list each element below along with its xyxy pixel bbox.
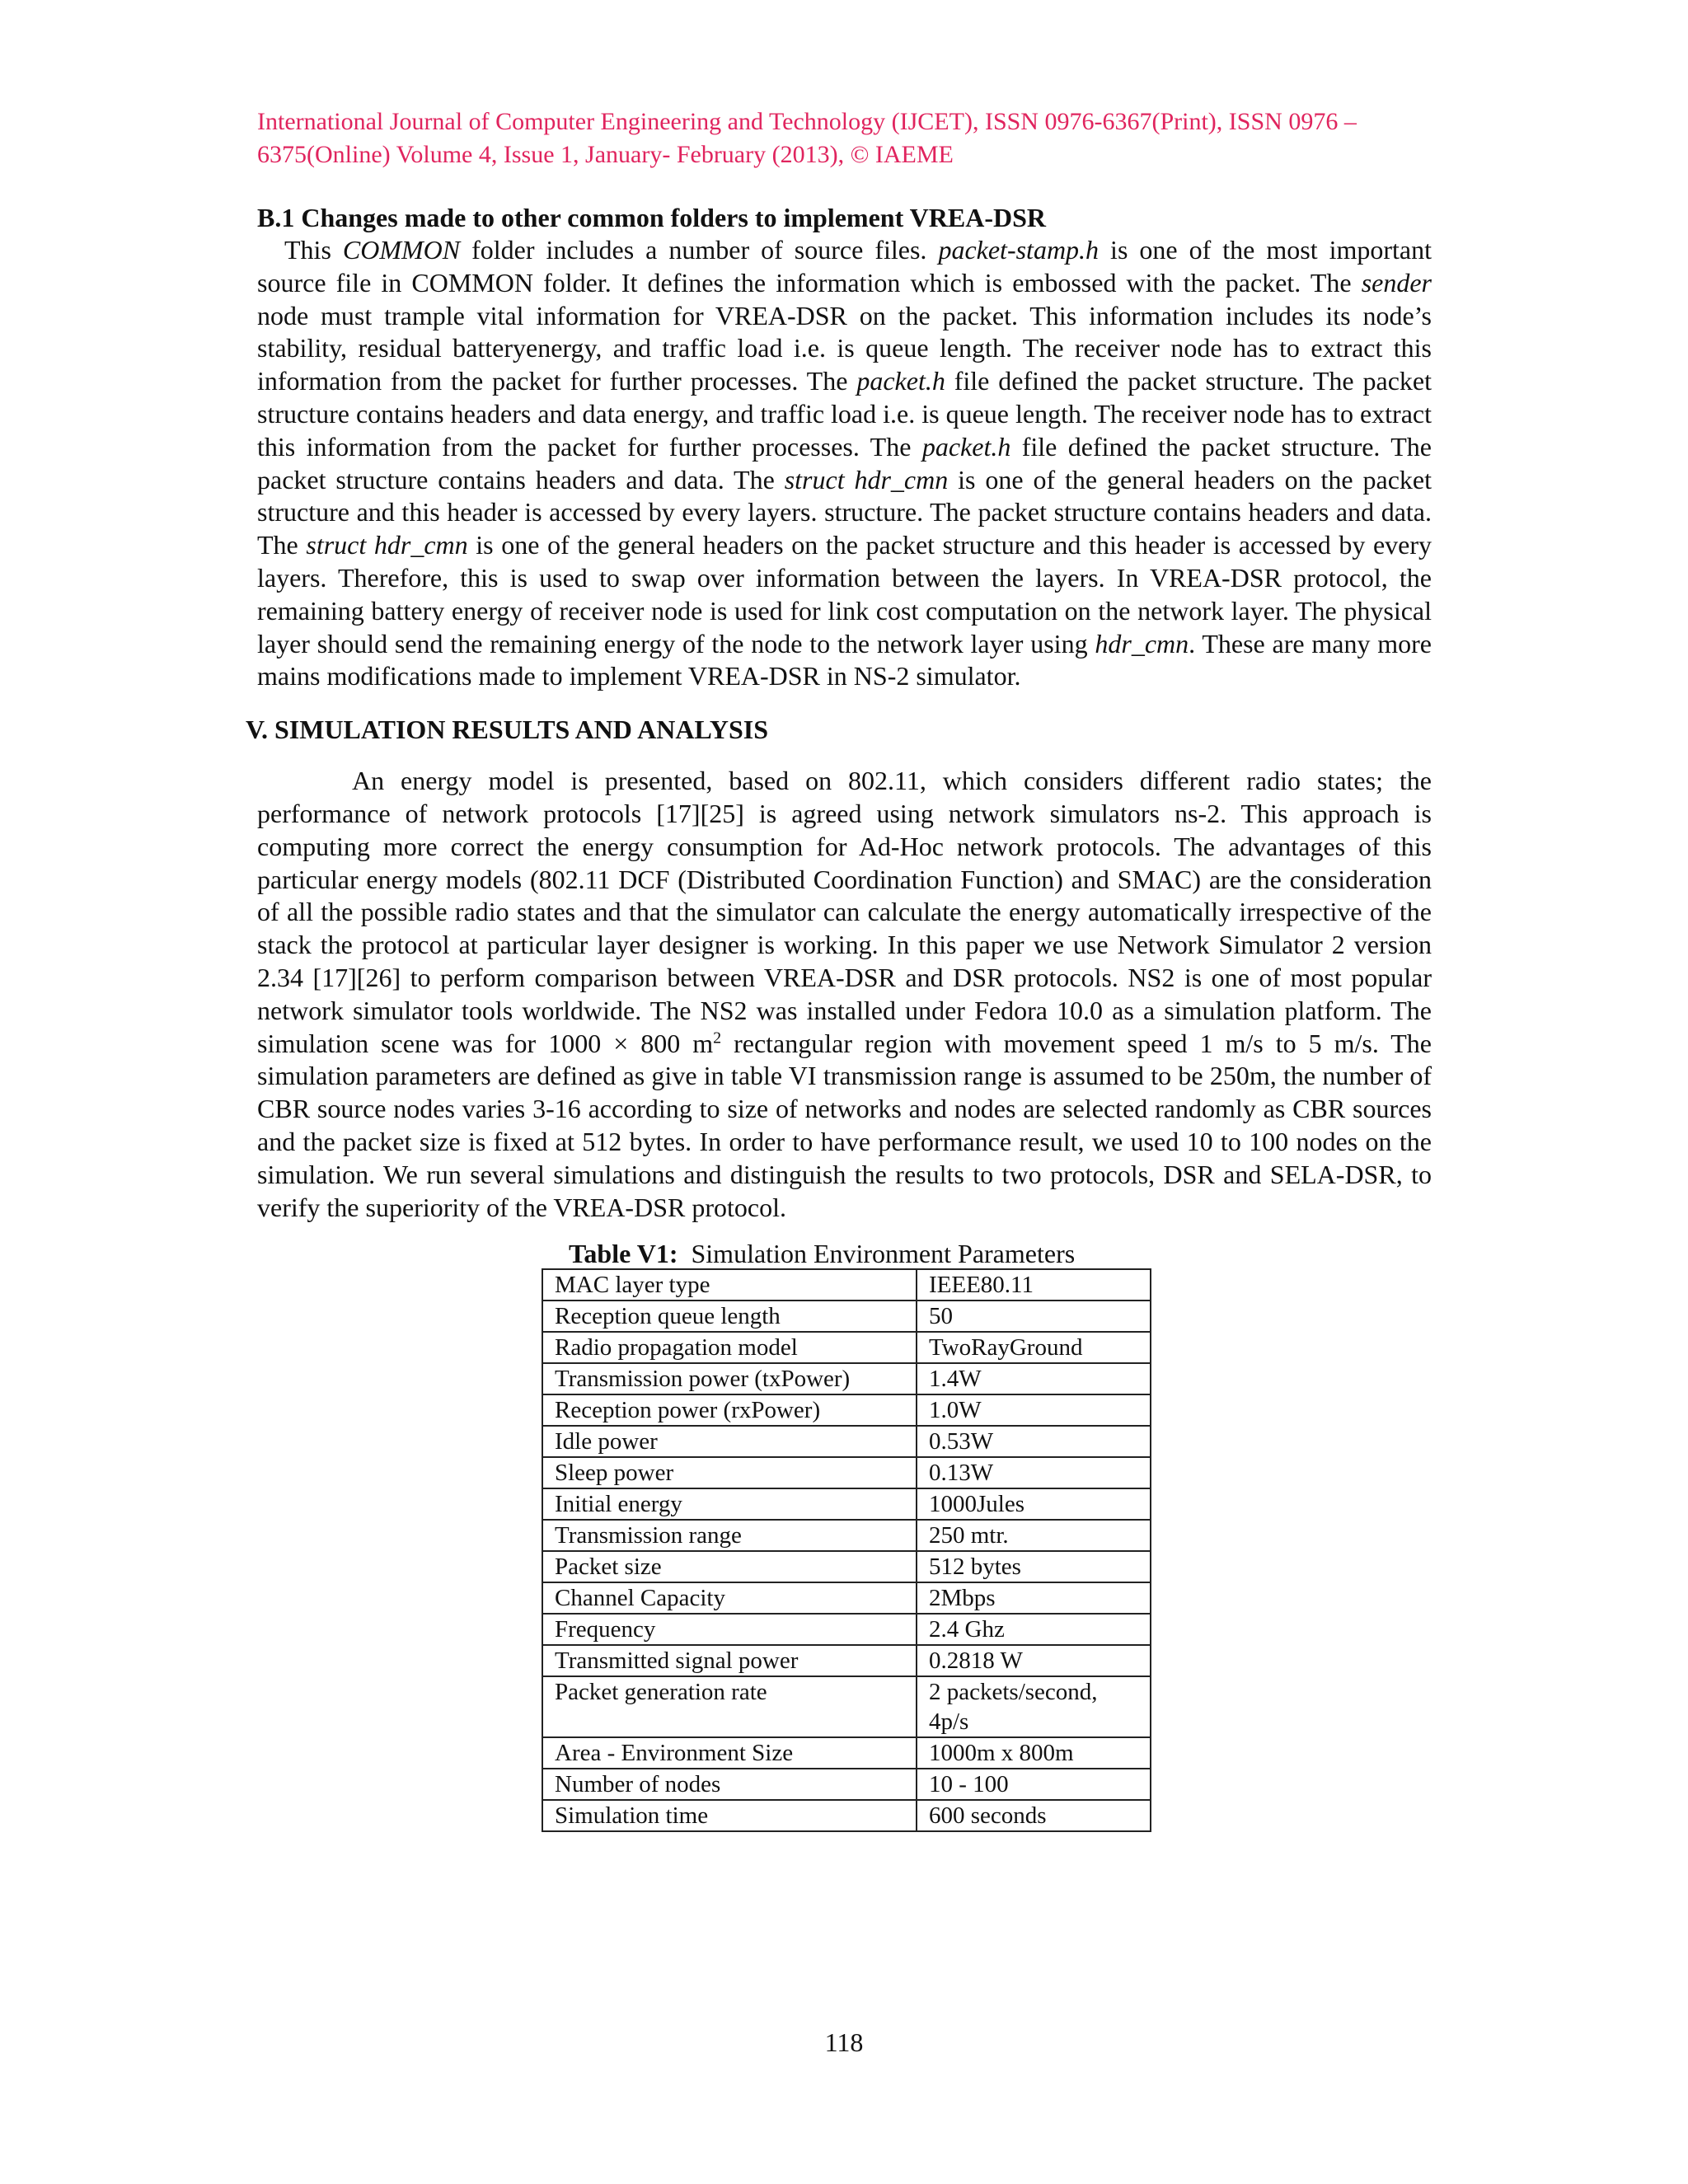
table-row bbox=[542, 1769, 1151, 1800]
parameter-name: Reception power (rxPower) bbox=[542, 1394, 917, 1426]
superscript-2: 2 bbox=[713, 1028, 722, 1047]
parameter-value: 10 - 100 bbox=[917, 1769, 1151, 1800]
parameter-name: Sleep power bbox=[542, 1457, 917, 1488]
parameter-value: 600 seconds bbox=[917, 1800, 1151, 1831]
section-v-title: V. SIMULATION RESULTS AND ANALYSIS bbox=[246, 715, 769, 745]
term-packet-h: packet.h bbox=[921, 431, 1011, 462]
term-packet-stamp: packet-stamp.h bbox=[938, 235, 1100, 265]
table-caption-label: Table V1: bbox=[569, 1239, 678, 1269]
term-common: COMMON bbox=[342, 235, 461, 265]
parameter-value: 0.2818 W bbox=[917, 1645, 1151, 1676]
parameter-name: Channel Capacity bbox=[542, 1582, 917, 1614]
table-row bbox=[542, 1520, 1151, 1551]
table-row bbox=[542, 1488, 1151, 1520]
table-row bbox=[542, 1394, 1151, 1426]
parameter-value: 0.13W bbox=[917, 1457, 1151, 1488]
page-number: 118 bbox=[824, 2027, 864, 2057]
parameter-name: Radio propagation model bbox=[542, 1332, 917, 1363]
table-row bbox=[542, 1301, 1151, 1332]
section-b1-paragraph: This COMMON folder includes a number of source files. packet-stamp.h is one of the most important source file in COMMON folder. It defines the information which is embossed with the packet. The sender node must trample vital information for VREA-DSR on the packet. This information includes its node’s stability, residual batteryenergy, and traffic load i.e. is queue length. The receiver node has to extract this information from the packet for further processes. The packet.h file defined the packet structure. The packet structure contains headers and data energy, and traffic load i.e. is queue length. The receiver node has to extract this information from the packet for further processes. The packet.h file defined the packet structure. The packet structure contains headers and data. The struct hdr_cmn is one of the general headers on the packet structure and this header is accessed by every layers. structure. The packet structure contains headers and data. The struct hdr_cmn is one of the general headers on the packet structure and this header is accessed by every layers. Therefore, this is used to swap over information between the layers. In VREA-DSR protocol, the remaining battery energy of receiver node is used for link cost computation on the network layer. The physical layer should send the remaining energy of the node to the network layer using hdr_cmn. These are many more mains modifications made to implement VREA-DSR in NS-2 simulator. bbox=[257, 235, 1432, 691]
parameter-name: Transmission range bbox=[542, 1520, 917, 1551]
table-caption-text: Simulation Environment Parameters bbox=[678, 1239, 1076, 1269]
parameter-name: MAC layer type bbox=[542, 1269, 917, 1301]
journal-header-line-1: International Journal of Computer Engineering and Technology (IJCET), ISSN 0976-6367(Print), ISSN 0976 – bbox=[257, 108, 1357, 135]
table-row bbox=[542, 1676, 1151, 1737]
table-row bbox=[542, 1332, 1151, 1363]
parameter-value: 1000m x 800m bbox=[917, 1737, 1151, 1769]
table-row bbox=[542, 1426, 1151, 1457]
parameter-value: 512 bytes bbox=[917, 1551, 1151, 1582]
parameter-value: 2Mbps bbox=[917, 1582, 1151, 1614]
parameter-value: 2.4 Ghz bbox=[917, 1614, 1151, 1645]
parameter-value: 2 packets/second, 4p/s bbox=[917, 1676, 1151, 1737]
parameter-value: TwoRayGround bbox=[917, 1332, 1151, 1363]
term-sender: sender bbox=[1361, 267, 1432, 298]
parameter-name: Reception queue length bbox=[542, 1301, 917, 1332]
parameter-name: Number of nodes bbox=[542, 1769, 917, 1800]
parameter-name: Idle power bbox=[542, 1426, 917, 1457]
parameter-value: 0.53W bbox=[917, 1426, 1151, 1457]
term-struct-hdr-cmn: struct hdr_cmn bbox=[784, 464, 949, 494]
parameter-name: Frequency bbox=[542, 1614, 917, 1645]
table-row bbox=[542, 1800, 1151, 1831]
parameter-name: Packet generation rate bbox=[542, 1676, 917, 1737]
table-row bbox=[542, 1363, 1151, 1394]
table-row bbox=[542, 1645, 1151, 1676]
journal-header bbox=[257, 105, 1432, 171]
table-row bbox=[542, 1551, 1151, 1582]
parameter-name: Initial energy bbox=[542, 1488, 917, 1520]
parameter-name: Transmission power (txPower) bbox=[542, 1363, 917, 1394]
parameter-value: 1.4W bbox=[917, 1363, 1151, 1394]
section-v-paragraph: An energy model is presented, based on 802.11, which considers different radio states; the performance of network protocols [17][25] is agreed using network simulators ns-2. This approach is computing more correct the energy consumption for Ad-Hoc network protocols. The advantages of this particular energy models (802.11 DCF (Distributed Coordination Function) and SMAC) are the consideration of all the possible radio states and that the simulator can calculate the energy automatically irrespective of the stack the protocol at particular layer designer is working. In this paper we use Network Simulator 2 version 2.34 [17][26] to perform comparison between VREA-DSR and DSR protocols. NS2 is one of most popular network simulator tools worldwide. The NS2 was installed under Fedora 10.0 as a simulation platform. The simulation scene was for 1000 × 800 $m^2$ rectangular region with movement speed 1 m/s to 5 m/s. The simulation parameters are defined as give in table VI transmission range is assumed to be 250m, the number of CBR source nodes varies 3-16 according to size of networks and nodes are selected randomly as CBR sources and the packet size is fixed at 512 bytes. In order to have performance result, we used 10 to 100 nodes on the simulation. We run several simulations and distinguish the results to two protocols, DSR and SELA-DSR, to verify the superiority of the VREA-DSR protocol. bbox=[257, 766, 1432, 1222]
term-packet-h: packet.h bbox=[856, 366, 945, 396]
simulation-parameters-table bbox=[542, 1268, 1151, 1832]
parameter-value: 1000Jules bbox=[917, 1488, 1151, 1520]
term-struct-hdr-cmn: struct hdr_cmn bbox=[306, 530, 468, 560]
table-row bbox=[542, 1614, 1151, 1645]
table-row bbox=[542, 1269, 1151, 1301]
term-hdr-cmn: hdr_cmn bbox=[1095, 628, 1189, 658]
parameter-value: IEEE80.11 bbox=[917, 1269, 1151, 1301]
parameter-value: 250 mtr. bbox=[917, 1520, 1151, 1551]
parameter-name: Packet size bbox=[542, 1551, 917, 1582]
paper-page bbox=[246, 105, 1432, 1832]
parameter-name: Area - Environment Size bbox=[542, 1737, 917, 1769]
table-caption bbox=[569, 1239, 1432, 1268]
section-b1-title: B.1 Changes made to other common folders to implement VREA-DSR bbox=[257, 203, 1046, 232]
parameter-name: Transmitted signal power bbox=[542, 1645, 917, 1676]
journal-header-line-2: 6375(Online) Volume 4, Issue 1, January- February (2013), © IAEME bbox=[257, 141, 954, 168]
parameter-value: 1.0W bbox=[917, 1394, 1151, 1426]
parameter-name: Simulation time bbox=[542, 1800, 917, 1831]
table-row bbox=[542, 1582, 1151, 1614]
table-row bbox=[542, 1737, 1151, 1769]
parameter-value: 50 bbox=[917, 1301, 1151, 1332]
table-row bbox=[542, 1457, 1151, 1488]
